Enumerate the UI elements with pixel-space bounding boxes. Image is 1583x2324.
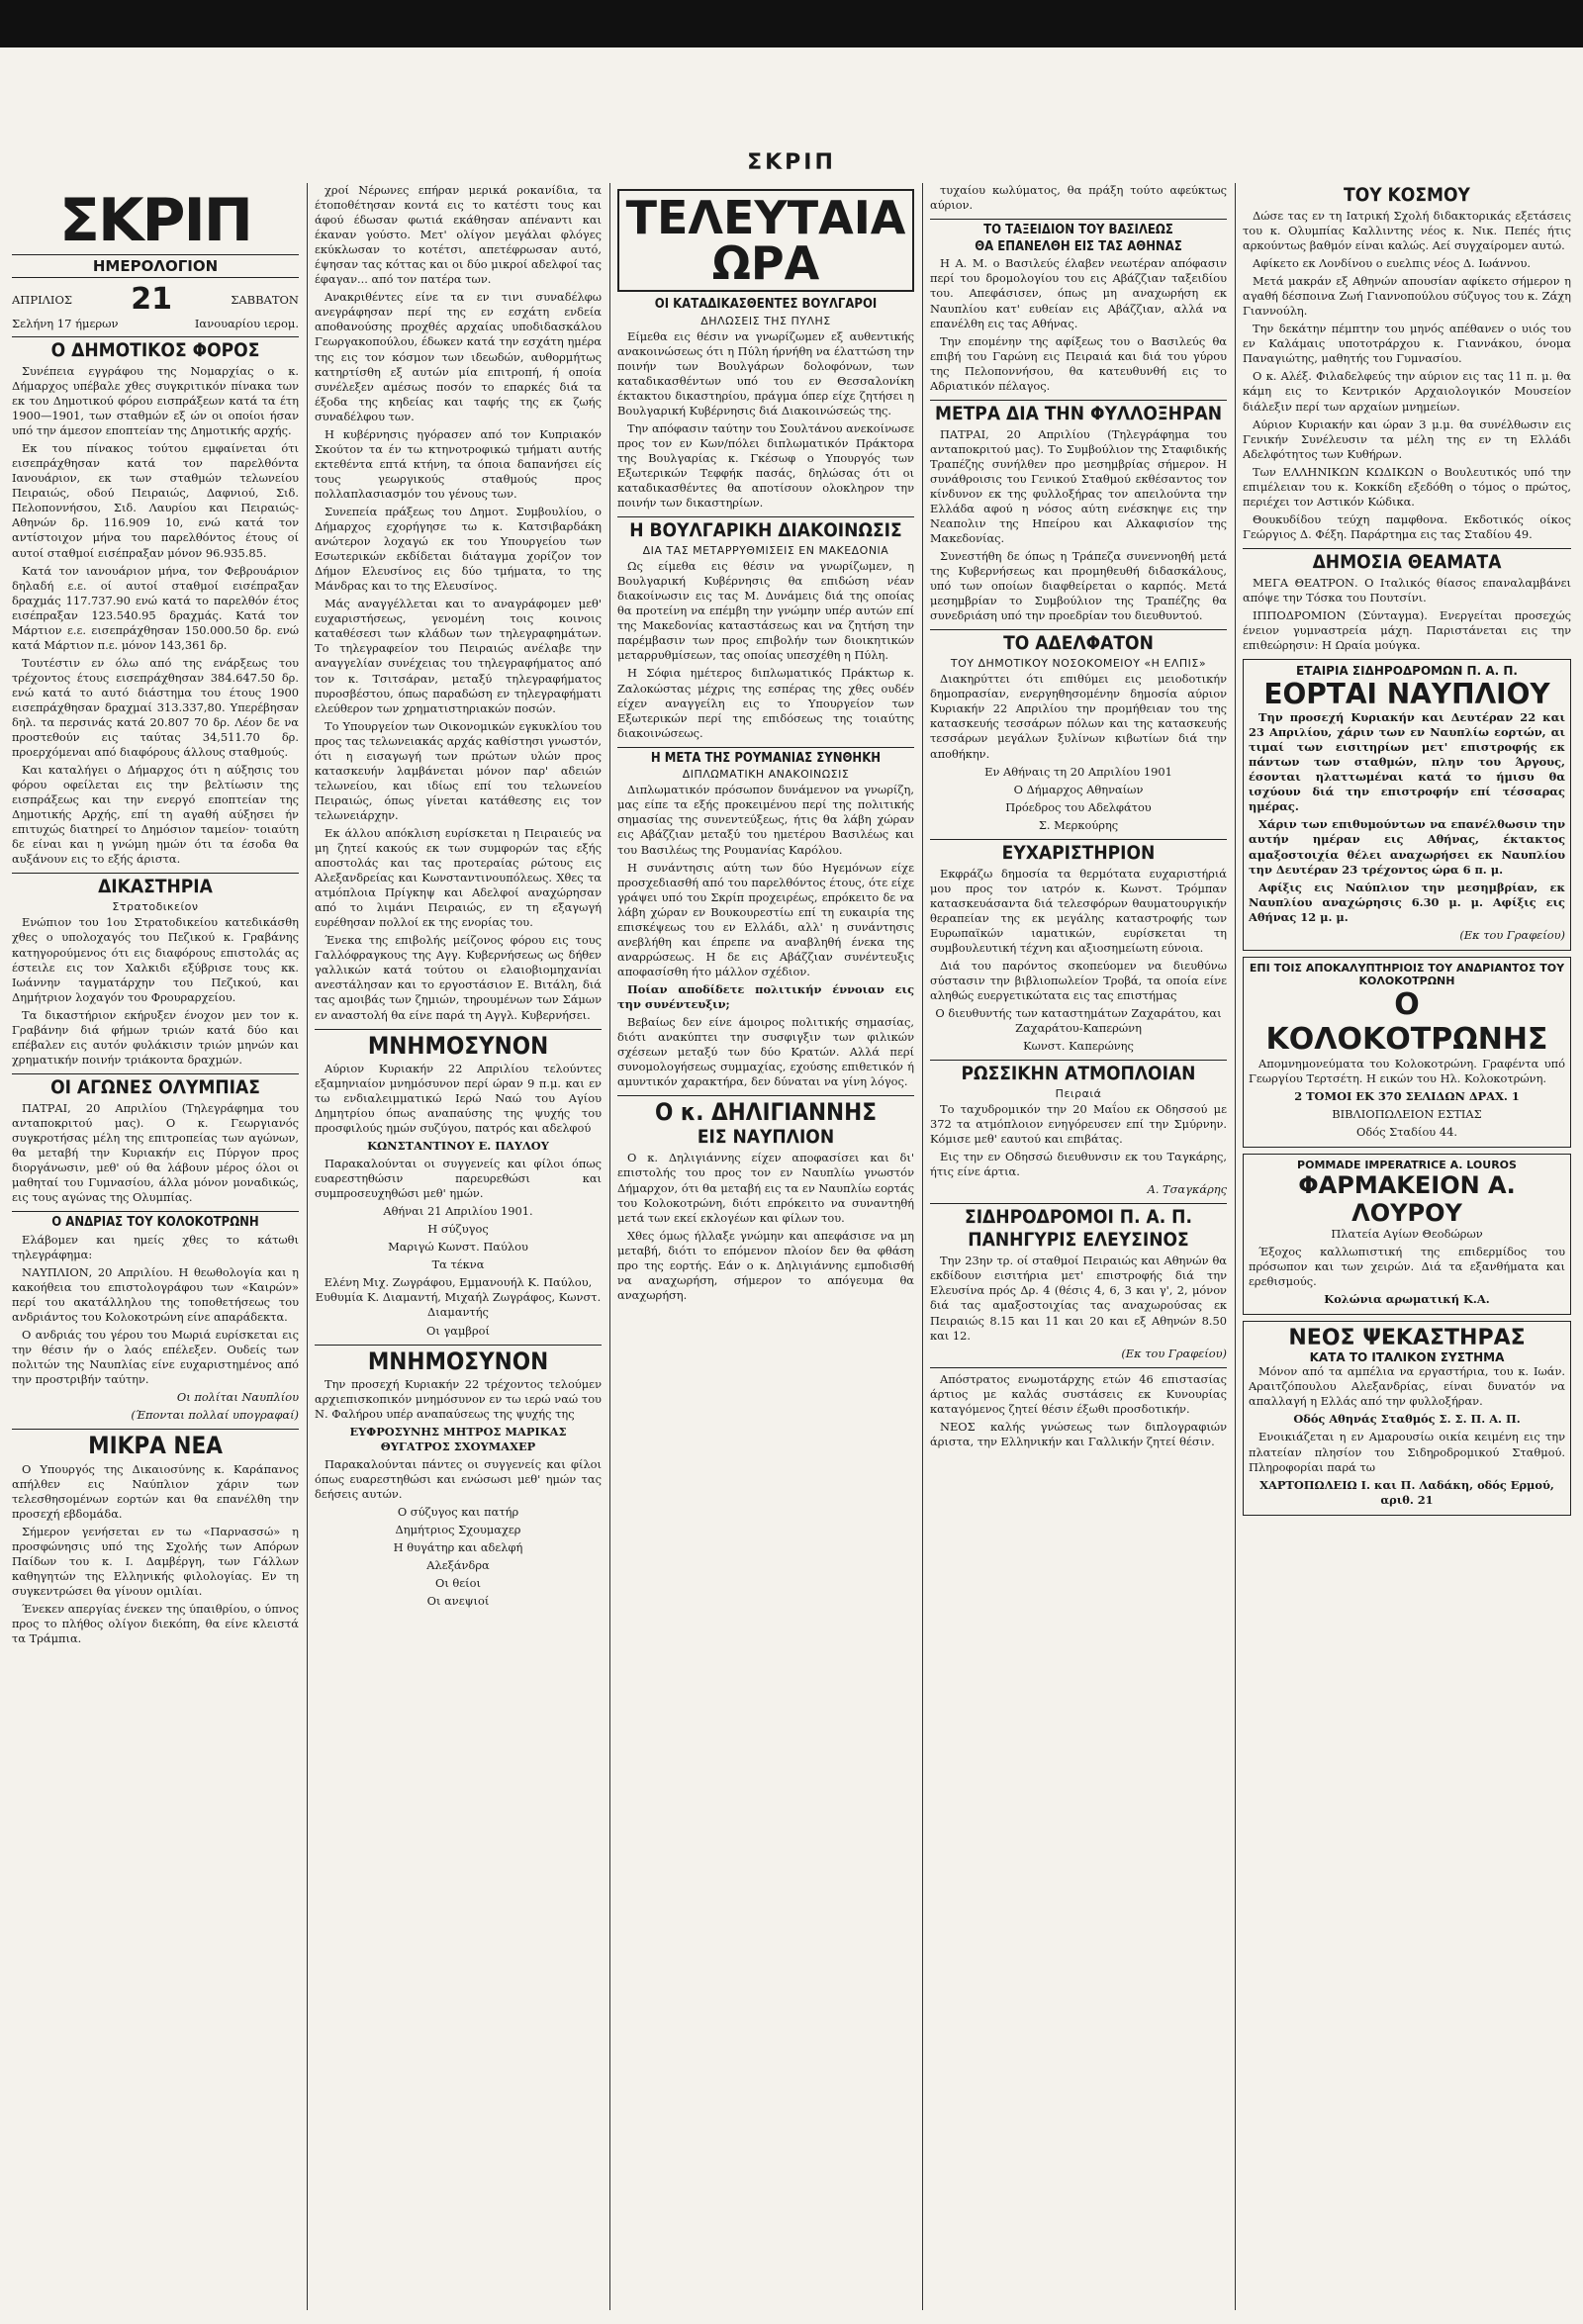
- notice-signature: Δημήτριος Σχουμαχερ: [395, 1523, 521, 1537]
- article-title: ΔΗΜΟΣΙΑ ΘΕΑΜΑΤΑ: [1312, 550, 1502, 573]
- ad-headline: ΝΕΟΣ ΨΕΚΑΣΤΗΡΑΣ: [1288, 1326, 1526, 1351]
- article-text: Την δεκάτην πέμπτην του μηνός απέθανεν ο υιός του εν Καλάμαις υποτοτράρχου κ. Γιαννάκου, όνομα Παναγιώτης, μαθητής του Γυμνασίου.: [1243, 322, 1571, 366]
- notice-date: Αθήναι 21 Απριλίου 1901.: [383, 1204, 533, 1219]
- article-text: Το Υπουργείον των Οικονομικών εγκυκλίου του προς τας τελωνειακάς αρχάς καθίστησι γνωστόν, ότι η εισαγωγή των πρώτων υλών προς κατασκευήν λαμβάνεται μόνον παρ' αδειών τελωνείου, και ιδίως επί του τελωνείου Πειραιώς, όπως γίνεται κατάθεσης εις τον τελωνειάρχην.: [315, 718, 602, 822]
- notice-title: ΜΝΗΜΟΣΥΝΟΝ: [367, 1031, 549, 1060]
- article-text: Την απόφασιν ταύτην του Σουλτάνου ανεκοίνωσε προς τον εν Κων/πόλει διπλωματικόν Πράκτορα της Βουλγαρίας κ. Γκέσωφ ο Υπουργός των Εξωτερικών Τεφφήκ πασάς, δηλώσας ότι οι καταδικασθέντες θα αποτίσουν ολοκληρον την ποινήν των δικαστηρίων.: [617, 420, 914, 511]
- article-title: ΣΙΔΗΡΟΔΡΟΜΟΙ Π. Α. Π.: [965, 1206, 1192, 1229]
- notice-signature: Ο σύζυγος και πατήρ: [397, 1505, 519, 1520]
- ad-text: ΧΑΡΤΟΠΩΛΕΙΩ Ι. και Π. Λαδάκη, οδός Ερμού, αριθ. 21: [1259, 1477, 1554, 1507]
- article-title: ΤΟ ΤΑΞΕΙΔΙΟΝ ΤΟΥ ΒΑΣΙΛΕΩΣ: [983, 223, 1173, 238]
- article-title: ΤΟΥ ΚΟΣΜΟΥ: [1344, 184, 1470, 206]
- article-text: τυχαίου κωλύματος, θα πράξη τούτο αφεύκτως αύριον.: [930, 183, 1227, 213]
- ad-text: 2 ΤΟΜΟΙ ΕΚ 370 ΣΕΛΙΔΩΝ ΔΡΑΧ. 1: [1294, 1088, 1520, 1103]
- notice-signature: Αλεξάνδρα: [426, 1558, 490, 1573]
- article-text: Ο κ. Αλέξ. Φιλαδελφεύς την αύριον εις τας 11 π. μ. θα κάμη εις το Κεντρικόν Αρχαιολογικόν Μουσείον διάλεξιν περί των αρχαίων μνημείων.: [1243, 369, 1571, 414]
- signature: Εν Αθήναις τη 20 Απριλίου 1901: [984, 764, 1172, 779]
- advertisement: [1243, 1154, 1571, 1315]
- calendar-row: [12, 282, 299, 317]
- article-text: Την 23ην τρ. οί σταθμοί Πειραιώς και Αθηνών θα εκδίδουν εισιτήρια μετ' επιστροφής διά την Ελευσίνα πρός Δρ. 4 (θέσις 4, 6, 3 και γ', 2, μόνον διά τας αμαξοστοιχίας τας αναχωρούσας εκ Πειραιώς 8.15 και 11 και 20 και εξ Αθηνών 8.50 και 12.: [930, 1254, 1227, 1343]
- notice-signature: Η θυγάτηρ και αδελφή: [393, 1540, 523, 1555]
- article-subtitle: ΕΙΣ ΝΑΥΠΛΙΟΝ: [697, 1126, 835, 1149]
- column-rule: [1235, 183, 1236, 2310]
- article-text: Διακηρύττει ότι επιθύμει εις μειοδοτικήν δημοπρασίαν, ενεργηθησομένην δημοσία αύριον Κυριακήν 22 Απριλίου την προμήθειαν του της κατασκευής τεσσάρων πόλων και της κατασκευής τεσσάρων μεγάλων ξυλίνων κιβωτίων διά την αποθήκην.: [930, 672, 1227, 761]
- signature: Πρόεδρος του Αδελφάτου: [1005, 799, 1152, 814]
- calendar-day: 21: [131, 282, 172, 317]
- article-title: ΟΙ ΑΓΩΝΕΣ ΟΛΥΜΠΙΑΣ: [50, 1075, 260, 1098]
- article-text: Θουκυδίδου τεύχη παμφθονα. Εκδοτικός οίκος Γεώργιος Δ. Φέξη. Παράρτημα εις τας Σταδίου 49.: [1243, 511, 1571, 541]
- article-text: Μάς αναγγέλλεται και το αναγράφομεν μεθ' ευχαριστήσεως, γενομένη τοις κοινοις καταθέσεσι των κλάδων των τηλεγραφημάτων. Το τηλεγραφείον του Πειραιώς ανέλαβε την αναγγελίαν συνέχειας του τηλεγραφήματος από τον κ. Τσιτσάραν, μεταξύ τηλεγραφήματος πυροσβέστου, όπως παραδώση εν τηλεγραφήματι ελεύθερον των χρηματιστηριακών ποσών.: [315, 597, 602, 715]
- article-text: Ελάβομεν και ημείς χθες το κάτωθι τηλεγράφημα:: [12, 1232, 299, 1261]
- signature: Ο Δήμαρχος Αθηναίων: [1013, 782, 1144, 796]
- calendar-row-2: [12, 317, 299, 330]
- article-subtitle: ΔΙΠΛΩΜΑΤΙΚΗ ΑΝΑΚΟΙΝΩΣΙΣ: [682, 768, 850, 782]
- classified-ad: Απόστρατος ενωμοτάρχης ετών 46 επιστασίας άρτιος με καλάς συστάσεις εκ Κυνουρίας καταγόμενος ζητεί θέσιν έξωθι προσδοτικήν.: [930, 1371, 1227, 1416]
- article-text: Ως είμεθα εις θέσιν να γνωρίζωμεν, η Βουλγαρική Κυβέρνησις θα επιδώση νέαν διακοίνωσιν εις τας Μ. Δυνάμεις διά της οποίας θα προτείνη να επέμβη την γνώμην υπέρ αυτών επί της Μακεδονίας καταστάσεως και να ζητήση την παρέμβασιν των προς επιβολήν των διοικητικών μεταρρυθμίσεων, τας οποίας υπεσχέθη η Πύλη.: [617, 559, 914, 663]
- ad-headline: Ο ΚΟΛΟΚΟΤΡΩΝΗΣ: [1265, 986, 1548, 1057]
- calendar-saints: Ιανουαρίου ιερομ.: [194, 317, 299, 330]
- article-text: ΙΠΠΟΔΡΟΜΙΟΝ (Σύνταγμα). Ενεργείται προσεχώς ένειον γυμναστρεία μάχη. Παριστάνεται εις την επιθεώρησιν: Η Ωραία μούγκα.: [1243, 607, 1571, 653]
- article-text: ΠΑΤΡΑΙ, 20 Απριλίου (Τηλεγράφημα του ανταποκριτού μας). Ο κ. Γεωργιανός συγκροτήσας μέλη της επιτροπείας των αγώνων, θα μεταβή την Κυριακήν εις Πύργον προς διοργάνωσιν, μεθ' ού θα λάβουν μέρος όλοι οι μαθηταί του Γυμνασίου, άλλα μόνον μοναδικώς, εις τους αγώνας της Ολυμπίας.: [12, 1100, 299, 1205]
- ad-text: Οδός Αθηνάς Σταθμός Σ. Σ. Π. Α. Π.: [1293, 1412, 1521, 1427]
- article-text: Μετά μακράν εξ Αθηνών απουσίαν αφίκετο σήμερον η αγαθή δέσποινα Ζωή Γιαννοπούλου σύζυγος του κ. Ζάχη Γιαννούλη.: [1243, 274, 1571, 319]
- calendar-title: ΗΜΕΡΟΛΟΓΙΟΝ: [12, 254, 299, 278]
- article-text: Ο ανδριάς του γέρου του Μωριά ευρίσκεται εις την θέσιν ήν ο λαός επέλεξεν. Ουδείς των πολιτών της Ναυπλίας είνε ευχαριστημένος από την προστριβήν ταύτην.: [12, 1328, 299, 1387]
- signature: Α. Τσαγκάρης: [1147, 1182, 1227, 1197]
- article-subtitle: ΔΗΛΩΣΕΙΣ ΤΗΣ ΠΥΛΗΣ: [700, 314, 831, 327]
- article-title: ΜΙΚΡΑ ΝΕΑ: [88, 1432, 223, 1460]
- advertisement: [1243, 957, 1571, 1148]
- article-text: Ο κ. Δηλιγιάννης είχεν αποφασίσει και δι' επιστολής του προς τον εν Ναυπλίω γνωστόν Δήμαρχον, ότι θα μεταβή εις τα εν Ναυπλίω εορτάς του Κολοκοτρώνη, διότι επρόκειτο να συναντηθή μετά των εκεί εκλογέων και φίλων του.: [617, 1151, 914, 1225]
- article-text: Αφίκετο εκ Λονδίνου ο ευελπις νέος Δ. Ιωάννου.: [1253, 256, 1532, 271]
- ad-text: ΒΙΒΛΙΟΠΩΛΕΙΟΝ ΕΣΤΙΑΣ: [1332, 1106, 1482, 1121]
- article-title: Η ΜΕΤΑ ΤΗΣ ΡΟΥΜΑΝΙΑΣ ΣΥΝΘΗΚΗ: [650, 750, 882, 766]
- column-5: [1243, 183, 1571, 2310]
- advertisement: [1243, 659, 1571, 951]
- article-text: Βεβαίως δεν είνε άμοιρος πολιτικής σημασίας, διότι ανακύπτει την συσφιγξιν των φιλικών σχέσεων μεταξύ των δύο Κρατών. Αλλά περί συνομολογήσεως συμμαχίας, εχούσης επιθετικόν ή αμυντικόν χαρακτήρα, δεν δύναται να γίνη λόγος.: [617, 1015, 914, 1089]
- notice-signature: Μαριγώ Κωνστ. Παύλου: [388, 1240, 528, 1255]
- headline: ΤΕΛΕΥΤΑΙΑ ΩΡΑ: [617, 189, 914, 292]
- calendar-month: ΑΠΡΙΛΙΟΣ: [12, 292, 73, 307]
- article-text: Συνέπεια εγγράφου της Νομαρχίας ο κ. Δήμαρχος υπέβαλε χθες συγκριτικόν πίνακα των εκ του Δημοτικού φόρου εισπράξεων κατά τα έτη 1900—1901, των σταθμών εξ ών οι οποίοι ήσαν υπό την άμεσον εποπτείαν της Δημοτικής αρχής.: [12, 363, 299, 438]
- article-text: ΜΕΓΑ ΘΕΑΤΡΟΝ. Ο Ιταλικός θίασος επαναλαμβάνει απόψε την Τόσκα του Πουτσίνι.: [1243, 575, 1571, 604]
- ad-text: Μόνον από τα αμπέλια να εργαστήρια, του κ. Ιωάν. Αραιτζόπουλου Αλεξανδρίας, είναι δυνατόν να απαλλαγή η Ελλάς από την φυλλοξήραν.: [1249, 1364, 1565, 1409]
- article-text: Τουτέστιν εν όλω από της ενάρξεως του τρέχοντος έτους εισεπράχθησαν 384.647.50 δρ. ενώ κατά το αυτό διάστημα του έτους 1900 εισεπράχθησαν δραχμαί 313.337,80. Υπερέβησαν δηλ. τα περσινάς κατά 20.807 70 δρ. Λέον δε να προστεθούν εις ταύτας 34,511.70 δρ. προερχόμεναι από διαφόρους άλλους σταθμούς.: [12, 655, 299, 760]
- article-subtitle: ΠΑΝΗΓΥΡΙΣ ΕΛΕΥΣΙΝΟΣ: [968, 1229, 1189, 1252]
- article-text: Των ΕΛΛΗΝΙΚΩΝ ΚΩΔΙΚΩΝ ο Βουλευτικός υπό την επιμέλειαν του κ. Κοκκίδη εξεδόθη ο τόμος ο πρώτος, περιέχει τον Αστικόν Κώδικα.: [1243, 464, 1571, 509]
- ad-headline: ΕΟΡΤΑΙ ΝΑΥΠΛΙΟΥ: [1263, 678, 1550, 711]
- article-text: Η Σόφια ημέτερος διπλωματικός Πράκτωρ κ. Ζαλοκώστας μέχρις της εσπέρας της χθες ουδέν είχεν αναγγείλη εις το Υπουργείον των Εξωτερικών περί της επιδόσεως της τοιαύτης διακοινώσεως.: [617, 666, 914, 740]
- article-text: Διπλωματικόν πρόσωπον δυνάμενον να γνωρίζη, μας είπε τα εξής προκειμένου περί της πολιτικής σημασίας της συνεντεύξεως, ήτις θα λάβη χώραν εις Αβάζζιαν μεταξύ του ημετέρου Βασιλέως και του Βασιλέως της Ρουμανίας Καρόλου.: [617, 783, 914, 857]
- notice-text: Την προσεχή Κυριακήν 22 τρέχοντος τελούμεν αρχιεπισκοπικόν μνημόσυνον εν τω ιερώ ναώ του Ν. Φαλήρου υπέρ αναπαύσεως της ψυχής της: [315, 1376, 602, 1421]
- signature: (Εκ του Γραφείου): [1121, 1346, 1227, 1360]
- article-text: Σήμερον γενήσεται εν τω «Παρνασσώ» η προσφώνησις υπό της Σχολής των Απόρων Παίδων του κ. Ι. Δαμβέργη, των Γάλλων καθηγητών της Ελληνικής φιλολογίας. Εν τη συγκεντρώσει θα γίνουν ομιλίαι.: [12, 1524, 299, 1598]
- article-text: Είμεθα εις θέσιν να γνωρίζωμεν εξ αυθεντικής ανακοινώσεως ότι η Πύλη ήρνήθη να έλαττώση την ποινήν των Βουλγάρων δολοφόνων, των καταδικασθέντων υπό του εν Θεσσαλονίκη έκτακτου δικαστηρίου, πράγμα όπερ είχε ζητήσει η Βουλγαρική Κυβέρνησις διά Διακοινώσεώς της.: [617, 328, 914, 418]
- article-text: Εις την εν Οδησσώ διευθυνσιν εκ του Ταγκάρης, ήτις είνε άρτια.: [930, 1150, 1227, 1179]
- signature: Σ. Μερκούρης: [1038, 817, 1119, 832]
- article-title: Ο ΔΗΜΟΤΙΚΟΣ ΦΟΡΟΣ: [50, 339, 260, 361]
- article-text: Η συνάντησις αύτη των δύο Ηγεμόνων είχε προσχεδιασθή από του παρελθόντος έτους, ότε είχε γράψει υπό του Σκρίπ προχειρέως, επρόκειτο δε να λάβη χώραν εν Βουκουρεστίω επί τη ευκαιρία της επισκέψεως του εν Ελλάδι, αλλ' η συνάντησις ανεβλήθη και έπρεπε να αναβληθή ένεκα της αναρρώσεως. Η δε εις Αβάζζιαν συνέντευξις αποφασίσθη ήτο μάλλον σχέδιον.: [617, 860, 914, 978]
- article-text: Διά του παρόντος σκοπεύομεν να διευθύνω σύστασιν την βιβλιοπωλείον Τροβά, τα οποία είνε αληθώς ευεργετικώτατα εις τας επιστήμας: [930, 958, 1227, 1003]
- article-subtitle: ΘΑ ΕΠΑΝΕΛΘΗ ΕΙΣ ΤΑΣ ΑΘΗΝΑΣ: [975, 238, 1182, 254]
- ad-title: ΕΤΑΙΡΙΑ ΣΙΔΗΡΟΔΡΟΜΩΝ Π. Α. Π.: [1296, 664, 1518, 679]
- ad-text: Την προσεχή Κυριακήν και Δευτέραν 22 και 23 Απριλίου, χάριν των εν Ναυπλίω εορτών, αι τιμαί των εισιτηρίων μετ' επιστροφής εκ πάντων των σταθμών, πλην του Άργους, έσονται ηλαττωμέναι κατά το ήμισυ θα ισχύουν διά την επιστροφήν επί τέσσαρας ημέρας.: [1249, 710, 1565, 814]
- article-title: ΡΩΣΣΙΚΗΝ ΑΤΜΟΠΛΟΙΑΝ: [961, 1063, 1196, 1085]
- masthead: ΣΚΡΙΠ: [59, 186, 251, 255]
- article-title: ΔΙΚΑΣΤΗΡΙΑ: [98, 876, 213, 898]
- article-text: Συνεστήθη δε όπως η Τράπεζα συνεννοηθή μετά της Κυβερνήσεως και προμηθευθή διδασκάλους, υπό των οποίων διαφθείρεται ο καρπός. Μετά μεσημβρίαν το Συμβούλιον της Τραπέζης θα συνεδριάση υπό την προεδρίαν του διευθυντού.: [930, 549, 1227, 623]
- column-1: [12, 183, 299, 2310]
- article-text: Εκφράζω δημοσία τα θερμότατα ευχαριστήριά μου προς τον ιατρόν κ. Κωνστ. Τρόμπαν κατασκευάσαντα διά τελεσφόρων θαυματουργικήν θεραπείαν της εκ μεγάλης καταστροφής των Ευρωπαϊκών ιαματικών, ευρίσκεται τη συμβουλευτική τέχνη και αξιοσημείωτη εύνοια.: [930, 866, 1227, 955]
- article-title: Ο ΑΝΔΡΙΑΣ ΤΟΥ ΚΟΛΟΚΟΤΡΩΝΗ: [51, 1215, 259, 1231]
- ad-text: Κολώνια αρωματική Κ.Α.: [1324, 1292, 1490, 1307]
- signature: Ο διευθυντής των καταστημάτων Ζαχαράτου, και Ζαχαράτου-Καπερώνη: [935, 1006, 1222, 1036]
- page-top-band: [0, 0, 1583, 47]
- notice-name: ΚΩΝΣΤΑΝΤΙΝΟΥ Ε. ΠΑΥΛΟΥ: [367, 1139, 549, 1153]
- article-text: Συνεπεία πράξεως του Δημοτ. Συμβουλίου, ο Δήμαρχος εχορήγησε τω κ. Κατσιβαρδάκη ανώτερον λοχαγώ εκ του Υπουργείου των Εσωτερικών εκδίδεται διάταγμα χορίζον τον Δήμον Ελευσίνος εις δύο τμήματα, το της Μάνδρας και το της Ελευσίνος.: [315, 504, 602, 594]
- article-subtitle: ΤΟΥ ΔΗΜΟΤΙΚΟΥ ΝΟΣΟΚΟΜΕΙΟΥ «Η ΕΛΠΙΣ»: [950, 657, 1207, 671]
- ad-text: Έξοχος καλλωπιστική της επιδερμίδος του πρόσωπον και των χειρών. Διά τα εξανθήματα και ερεθισμούς.: [1249, 1245, 1565, 1289]
- notice-text: Παρακαλούνται οι συγγενείς και φίλοι όπως ευαρεστηθώσιν παρευρεθώσι και συμπροσευχηθώσι μεθ' ημών.: [315, 1157, 602, 1201]
- article-text: Ενώπιον του 1ου Στρατοδικείου κατεδικάσθη χθες ο υπολοχαγός του Πεζικού κ. Γραβάνης κατηγορούμενος ότι εις διαφόρους επιστολάς ας έστειλε εις τον Χαλκιδι εξύβρισε τους κκ. Ιωάννην ταγματάρχην του Πεζικού, και Δημήτριον λοχαγόν του Φρουραρχείου.: [12, 915, 299, 1004]
- ad-text: Αφίξις εις Ναύπλιον την μεσημβρίαν, εκ Ναυπλίου αναχώρησις 6.30 μ. μ. Αφίξις εις Αθήνας 12 μ. μ.: [1249, 880, 1565, 924]
- article-text: Ένεκα της επιβολής μείζονος φόρου εις τους Γαλλόφραγκους της Αγγ. Κυβερνήσεως ως δήθεν γαλλικών κατά τούτου οι ελαιοβιομηχανίαι ανεστάλησαν και το εργοστάσιον Ε. Βιτάλη, διά τας αμοιβάς των ζημιών, τηρουμένων των Σάμων εν αναστολή θα είνε παρά τη Αγγλ. Κυβερνήσει.: [315, 933, 602, 1022]
- article-title: ΕΥΧΑΡΙΣΤΗΡΙΟΝ: [1001, 841, 1156, 864]
- notice-text: Παρακαλούνται πάντες οι συγγενείς και φίλοι όπως ευαρεστηθώσι και ενώσωσι μεθ' ημών τας δεήσεις αυτών.: [315, 1456, 602, 1502]
- column-rule: [307, 183, 308, 2310]
- classified-ad: ΝΕΟΣ καλής γνώσεως των διπλογραφιών άριστα, την Ελληνικήν και Γαλλικήν ζητεί θέσιν.: [930, 1419, 1227, 1448]
- article-text: Εκ άλλου απόκλιση ευρίσκεται η Πειραιεύς να μη ζητεί κακούς εκ των συμφορών τας εξής αποστολάς και τας προτεραίας ρώτους εις Αλεξανδρείας και Κωνσταντινουπόλεως. Χθες τα ατμόπλοια Πρίγκηψ και Αδελφοί αναχώρησαν από το λιμάνι Πειραιώς, εν τη εξαγωγή ευρέθησαν πολλοί εκ της ενορίας του.: [315, 825, 602, 930]
- advertisement: [1243, 1321, 1571, 1515]
- notice-signature: Τα τέκνα: [431, 1257, 485, 1272]
- article-text: Η κυβέρνησις ηγόρασεν από τον Κυπριακόν Σκούτον τα έν τω κτηνοτροφικώ τμήματι αυτής εκτεθέντα επτά κτήνη, τα όποια δαπανήσει είς τους γεωργικούς σταθμούς προς πολλαπλασιασμόν του γένους των.: [315, 426, 602, 501]
- running-title: ΣΚΡΙΠ: [747, 150, 836, 175]
- newspaper-page: [12, 183, 1571, 2310]
- article-text: Και καταλήγει ο Δήμαρχος ότι η αύξησις του φόρου οφείλεται εις την βελτίωσιν της εισπράξεως και την ενεργό εποπτείαν της Δημοτικής Αρχής, επί τη αγαθή αύξησει ήν επιτυχώς διατηρεί το Δημόσιον ταμείον· τοιαύτη δε είναι και η γνώμη ημών ότι τα έσοδα θα αυξάνουν εις το εξής άριστα.: [12, 763, 299, 867]
- article-text: Κατά τον ιανουάριον μήνα, τον Φεβρουάριον δηλαδή ε.ε. οί αυτοί σταθμοί εισέπραξαν δραχμάς 117.737.90 ενώ κατά το παρελθόν έτος εισέπραξαν 123.540.95 δραχμάς. Κατά τον Μάρτιον ε.ε. εισεπράχθησαν 150.000.50 δρ. ενώ κατά Μάρτιον π.ε. μόνον 143,361 δρ.: [12, 563, 299, 652]
- article-text: Το ταχυδρομικόν την 20 Μαΐου εκ Οδησσού με 372 τα ατμόπλοιον ενηγόρευσεν επί την Σμύρνην. Κόμισε μεθ' εαυτού και επιβάτας.: [930, 1102, 1227, 1147]
- article-text: Ο Υπουργός της Δικαιοσύνης κ. Καράπανος απήλθεν εις Ναύπλιον χάριν των τελεσθησομένων εορτών και θα επανέλθη την προσεχή εβδομάδα.: [12, 1461, 299, 1521]
- ad-title: ΕΠΙ ΤΟΙΣ ΑΠΟΚΑΛΥΠΤΗΡΙΟΙΣ ΤΟΥ ΑΝΔΡΙΑΝΤΟΣ ΤΟΥ ΚΟΛΟΚΟΤΡΩΝΗ: [1249, 961, 1565, 987]
- notice-signature: Ελένη Μιχ. Ζωγράφου, Εμμανουήλ Κ. Παύλου, Ευθυμία Κ. Διαμαντή, Μιχαήλ Ζωγράφος, Κωνστ. Διαμαντής: [315, 1275, 602, 1320]
- article-text: Ανακριθέντες είνε τα εν τινι συναδέλφω ανεγράφησαν περί της εν εσχάτη ενδεία αποθανούσης προχθές αρχαίας υποδιδασκάλου Γεωργακοπούλου, έδωκεν κατά την εσχάτη ημέρα της εις τον κόσμον των ιδεωδών, αυθορμήτως κατηρτίσθη εξ αυτών μία επιτροπή, ή οποία συνέλεξεν αμέσως ποσόν το επαρκές διά τα έξοδα της κηδείας και ταφής της εκ ζωής συναδέλφου των.: [315, 290, 602, 423]
- article-text: Αύριον Κυριακήν και ώραν 3 μ.μ. θα συνέλθωσιν εις Γενικήν Συνέλευσιν τα μέλη της εν τη Ελλάδι Αδελφότητος των Κυθήρων.: [1243, 417, 1571, 461]
- article-text: Εκ του πίνακος τούτου εμφαίνεται ότι εισεπράχθησαν κατά τον παρελθόντα Ιανουάριον, εκ των σταθμών τελωνείου Πειραιώς, οδού Πειραιώς, Δαφνιού, Σιδ. Πελοποννήσου, Σιδ. Λαυρίου και Πειραιώς-Αθηνών δρ. 116.909 10, ενώ κατά τον αντίστοιχον μήνα του παρελθόντος έτους οί αυτοί σταθμοί εισέπραξαν μόνον 96.935.85.: [12, 441, 299, 560]
- ad-title: ΚΑΤΑ ΤΟ ΙΤΑΛΙΚΟΝ ΣΥΣΤΗΜΑ: [1309, 1350, 1505, 1365]
- article-text: ΠΑΤΡΑΙ, 20 Απριλίου (Τηλεγράφημα του ανταποκριτού μας). Το Συμβούλιον της Σταφιδικής Τραπέζης συνήλθεν προ μεσημβρίας σήμερον. Η συνάθροισις του Γενικού Σταθμού εκθέσαντος τον κίνδυνον εκ της φυλλοξήρας τον απειλούντα την Ελλάδα αφού η νόσος αύτη ενέσκηψε εις την Νεαπολιν της Ηπείρου και Αλκαφισίον της Μακεδονίας.: [930, 426, 1227, 546]
- ad-text: Πλατεία Αγίων Θεοδώρων: [1331, 1227, 1483, 1242]
- article-text: Δώσε τας εν τη Ιατρική Σχολή διδακτορικάς εξετάσεις του κ. Ολυμπίας Καλλιντης νέος κ. Νικ. Πεπές ήτις αρκούντως βαθμόν είναι καλώς. Αεί συγχαίρομεν αυτώ.: [1243, 208, 1571, 253]
- calendar-moon: Σελήνη 17 ήμερων: [12, 317, 119, 330]
- article-title: ΜΕΤΡΑ ΔΙΑ ΤΗΝ ΦΥΛΛΟΞΗΡΑΝ: [934, 402, 1223, 424]
- ad-text: Οδός Σταδίου 44.: [1356, 1124, 1457, 1139]
- signature: Οι πολίται Ναυπλίου: [176, 1390, 299, 1405]
- article-title: ΤΟ ΑΔΕΛΦΑΤΟΝ: [1003, 632, 1154, 655]
- article-subtitle: ΔΙΑ ΤΑΣ ΜΕΤΑΡΡΥΘΜΙΣΕΙΣ ΕΝ ΜΑΚΕΔΟΝΙΑ: [642, 544, 889, 558]
- notice-signature: Οι ανεψιοί: [426, 1594, 490, 1609]
- signature: (Έπονται πολλαί υπογραφαί): [131, 1408, 299, 1423]
- ad-text: Απομνημονεύματα του Κολοκοτρώνη. Γραφέντα υπό Γεωργίου Τερτσέτη. Η εικών του Ηλ. Κολοκοτρώνη.: [1249, 1056, 1565, 1085]
- article-text: Την επομένην της αφίξεως του ο Βασιλεύς θα επιβή του Γαρώνη εις Πειραιά και διά του γύρου της Πελοποννήσου, θα κατευθυνθή εις το Αδριατικόν πέλαγος.: [930, 333, 1227, 393]
- signature: (Εκ του Γραφείου): [1459, 927, 1565, 942]
- notice-signature: Η σύζυγος: [427, 1222, 489, 1237]
- article-title: Η ΒΟΥΛΓΑΡΙΚΗ ΔΙΑΚΟΙΝΩΣΙΣ: [629, 519, 902, 542]
- notice-signature: Οι θείοι: [435, 1576, 481, 1591]
- article-text: Χθες όμως ήλλαξε γνώμην και απεφάσισε να μη μεταβή, διότι το επόμενον πλοίον δεν θα φθάση προ της εορτής. Εάν ο κ. Δηλιγιάννης εμποδισθή να αναχωρήση, σήμερον το απόγευμα θα αναχωρήση.: [617, 1228, 914, 1302]
- notice-text: Αύριον Κυριακήν 22 Απριλίου τελούντες εξαμηνιαίον μνημόσυνον περί ώραν 9 π.μ. και εν τω ενδιαλειμματικώ Ιερώ Ναώ του Αγίου Δημητρίου όπως αναπαύσης της ψυχής του προσφιλούς ημών συζύγου, πατρός και αδελφού: [315, 1061, 602, 1135]
- notice-name: ΕΥΦΡΟΣΥΝΗΣ ΜΗΤΡΟΣ ΜΑΡΙΚΑΣ ΘΥΓΑΤΡΟΣ ΣΧΟΥΜΑΧΕΡ: [349, 1424, 567, 1453]
- article-text: Η Α. Μ. ο Βασιλεύς έλαβεν νεωτέραν απόφασιν περί του δρομολογίου του εις Αβάζζιαν ταξειδίου του. Απεφάσισεν, όπως μη αναχωρήση εκ Ναυπλίου κατ' ευθείαν εις Αβάζζιαν, αλλά να επανέλθη εις τας Αθήνας.: [930, 256, 1227, 330]
- article-title: Ο κ. ΔΗΛΙΓΙΑΝΝΗΣ: [655, 1098, 877, 1127]
- article-subtitle: Στρατοδικείον: [112, 900, 199, 914]
- article-text: Ποίαν αποδίδετε πολιτικήν έννοιαν εις την συνέντευξιν;: [617, 981, 914, 1011]
- article-text: ΝΑΥΠΛΙΟΝ, 20 Απριλίου. Η θεωθολογία και η κακοήθεια του επιστολογράφου των «Καιρών» περί του ακατάλληλου της τοποθετήσεως του ανδριάντος του Κολοκοτρώνη είνε απαράδεκτα.: [12, 1264, 299, 1325]
- article-text: χροί Νέρωνες επήραν μερικά ροκανίδια, τα έτοποθέτησαν κοντά εις το κατέστι τους και άφού έδωσαν φωτιά εκάθησαν απέναντι και έκαναν γούστο. Μετ' ολίγον μεγάλαι φλόγες εκύκλωσαν το κοτέτσι, απετέφρωσαν αυτό, έψησαν τας κόττας και οι δύο μικροί αδελφοί τας έφαγαν... από τον πατέρα των.: [315, 183, 602, 287]
- notice-title: ΜΝΗΜΟΣΥΝΟΝ: [367, 1347, 549, 1375]
- signature: Κωνστ. Καπερώνης: [1023, 1039, 1134, 1054]
- ad-text: Ενοικιάζεται η εν Αμαρουσίω οικία κειμένη εις την πλατείαν πλησίον του Σιδηροδρομικού Σταθμού. Πληροφορίαι παρά τω: [1249, 1430, 1565, 1474]
- article-title: ΟΙ ΚΑΤΑΔΙΚΑΣΘΕΝΤΕΣ ΒΟΥΛΓΑΡΟΙ: [654, 297, 878, 312]
- calendar-weekday: ΣΑΒΒΑΤΟΝ: [231, 292, 299, 307]
- column-3: [617, 183, 914, 2310]
- column-rule: [609, 183, 610, 2310]
- column-rule: [922, 183, 923, 2310]
- ad-text: Χάριν των επιθυμούντων να επανέλθωσιν την αυτήν ημέραν εις Αθήνας, έκτακτος αμαξοστοιχία θέλει αναχωρήσει εκ Ναυπλίου την Δευτέραν 23 τρέχοντος ώρα 6 π. μ.: [1249, 817, 1565, 877]
- article-subtitle: Πειραιά: [1055, 1087, 1102, 1101]
- column-2: [315, 183, 602, 2310]
- column-4: [930, 183, 1227, 2310]
- ad-headline: ΦΑΡΜΑΚΕΙΟΝ Α. ΛΟΥΡΟΥ: [1298, 1171, 1516, 1228]
- article-text: Τα δικαστήριον εκήρυξεν ένοχον μεν τον κ. Γραβάνην διά φήμων τριών κατά δύο και επέβαλεν εις αυτόν φυλάκισιν τριών μηνών και χρηματικήν ποινήν τριάκοντα δραχμών.: [12, 1007, 299, 1067]
- notice-signature: Οι γαμβροί: [426, 1323, 490, 1338]
- ad-title: POMMADE IMPERATRICE A. LOUROS: [1297, 1159, 1517, 1172]
- article-text: Ένεκεν απεργίας ένεκεν της ύπαιθρίου, ο ύπνος προς το πλήθος ολίγον διεκόπη, θα είνε κλειστά τα Τράμπια.: [12, 1601, 299, 1646]
